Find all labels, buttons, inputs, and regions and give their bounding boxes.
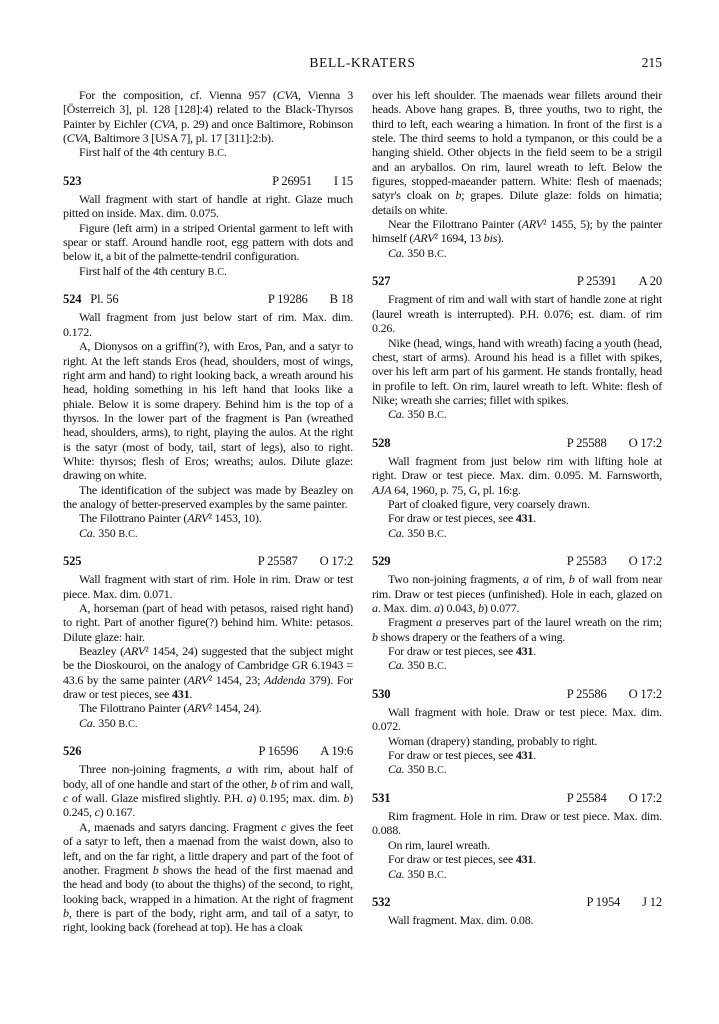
paragraph: Wall fragment with start of rim. Hole in rim. Draw or test piece. Max. dim. 0.071. <box>63 572 353 601</box>
entry-header-530 <box>372 687 662 701</box>
entry-inventory-number: P 16596 <box>258 744 299 759</box>
entry-grid-reference: O 17:2 <box>628 686 662 701</box>
paragraph: Wall fragment with start of handle at right. Glaze much pitted on inside. Max. dim. 0.075. <box>63 192 353 221</box>
paragraph: Ca. 350 B.C. <box>388 762 447 777</box>
entry-number: 531 <box>372 790 391 805</box>
entry-number: 525 <box>63 553 82 568</box>
paragraph: Ca. 350 B.C. <box>79 715 138 730</box>
paragraph: For draw or test pieces, see 431. <box>388 511 537 526</box>
paragraph: First half of the 4th century B.C. <box>79 145 227 160</box>
entry-number: 528 <box>372 435 391 450</box>
entry-inventory-number: P 1954 <box>586 894 621 909</box>
entry-number: 532 <box>372 894 391 909</box>
page-number: 215 <box>641 55 662 70</box>
entry-number: 530 <box>372 686 391 701</box>
paragraph: Ca. 350 B.C. <box>388 658 447 673</box>
paragraph: over his left shoulder. The maenads wear fillets around their heads. Above hang grapes. B, three youths, two to right, the third to left, each wearing a himation. In front of the first is a stele. The third seems to hold a tympanon, or this could be a hanging shield. Other objects in the field seem to be a strigil and an aryballos. On rim, laurel wreath to left. Below the figures, stopped-maeander pattern. White: flesh of maenads; satyr's cloak on b; grapes. Dilute glaze: folds on himatia; details on white. <box>372 88 662 217</box>
paragraph: The identification of the subject was made by Beazley on the analogy of better-preserved examples by the same painter. <box>63 482 353 511</box>
entry-header-523 <box>63 174 353 188</box>
entry-plate-ref: Pl. 56 <box>90 292 119 307</box>
entry-inventory-number: P 25587 <box>257 553 298 568</box>
paragraph: Ca. 350 B.C. <box>388 866 447 881</box>
page-title: BELL-KRATERS <box>309 55 416 70</box>
paragraph: Woman (drapery) standing, probably to right. <box>388 733 598 748</box>
paragraph: A, Dionysos on a griffin(?), with Eros, Pan, and a satyr to right. At the left stands Eros (head, shoulders, most of wings, right arm and hand) to right looking back, a wreath around his head, holding something in his left hand that looks like a phiale. Below it is some drapery. Behind him is the top of a thyrsos. In the lower part of the fragment is Pan (wreathed head, shoulders, arms), to right, playing the aulos. At the right is the satyr (most of body, tail, start of legs), also to right. White: thyrsos; flesh of Eros; wreaths; aulos. Dilute glaze: drawing on white. <box>63 339 353 483</box>
entry-number: 524 <box>63 292 82 307</box>
entry-header-532 <box>372 895 662 909</box>
entry-header-527 <box>372 274 662 288</box>
paragraph: Near the Filottrano Painter (ARV² 1455, 5); by the painter himself (ARV² 1694, 13 bis). <box>372 217 662 246</box>
paragraph: Nike (head, wings, hand with wreath) facing a youth (head, chest, start of arms). Around his head is a fillet with spikes, over his left arm part of his garment. He stands frontally, head in profile to left. On rim, laurel wreath to left. White: flesh of Nike; wreath she carries; fillet with spikes. <box>372 335 662 407</box>
column-right <box>372 88 662 935</box>
entry-number: 529 <box>372 553 391 568</box>
entry-header-524 <box>63 292 353 306</box>
entry-header-531 <box>372 791 662 805</box>
entry-grid-reference: B 18 <box>329 292 353 307</box>
paragraph: Fragment a preserves part of the laurel wreath on the rim; b shows drapery or the feathers of a wing. <box>372 615 662 644</box>
entry-grid-reference: A 20 <box>638 274 662 289</box>
paragraph: For draw or test pieces, see 431. <box>388 748 537 763</box>
paragraph: Ca. 350 B.C. <box>79 525 138 540</box>
entry-grid-reference: O 17:2 <box>628 435 662 450</box>
entry-inventory-number: P 26951 <box>272 173 312 188</box>
column-left <box>63 88 353 935</box>
entry-header-526 <box>63 744 353 758</box>
paragraph: Wall fragment with hole. Draw or test piece. Max. dim. 0.072. <box>372 705 662 734</box>
paragraph: The Filottrano Painter (ARV² 1454, 24). <box>79 701 262 716</box>
paragraph: Rim fragment. Hole in rim. Draw or test piece. Max. dim. 0.088. <box>372 809 662 838</box>
entry-grid-reference: J 12 <box>642 894 662 909</box>
paragraph: The Filottrano Painter (ARV² 1453, 10). <box>79 511 262 526</box>
entry-header-525 <box>63 554 353 568</box>
running-head <box>63 55 662 71</box>
entry-grid-reference: O 17:2 <box>628 553 662 568</box>
paragraph: Ca. 350 B.C. <box>388 245 447 260</box>
paragraph: A, horseman (part of head with petasos, raised right hand) to right. Part of another figure(?) behind him. White: petasos. Dilute glaze: hair. <box>63 601 353 644</box>
entry-number: 523 <box>63 173 82 188</box>
paragraph: For draw or test pieces, see 431. <box>388 852 537 867</box>
paragraph: Wall fragment from just below rim with lifting hole at right. Draw or test piece. Max. dim. 0.095. M. Farnsworth, AJA 64, 1960, p. 75, G, pl. 16:g. <box>372 453 662 497</box>
paragraph: A, maenads and satyrs dancing. Fragment c gives the feet of a satyr to left, then a maenad from the waist down, also to left, and on the far right, a little drapery and part of the foot of another. Fragment b shows the head of the first maenad and the head and body (to about the thighs) of the second, to right, looking back, wrapped in a himation. At the right of fragment b, there is part of the body, right arm, and tail of a satyr, to right, looking back (forehead at top). He has a cloak <box>63 819 353 935</box>
entry-inventory-number: P 25588 <box>566 435 607 450</box>
paragraph: Wall fragment from just below start of rim. Max. dim. 0.172. <box>63 310 353 339</box>
entry-header-528 <box>372 436 662 450</box>
paragraph: Figure (left arm) in a striped Oriental garment to left with spear or staff. Around handle root, egg pattern with dots and below it, a bit of the palmette-tendril configuration. <box>63 220 353 264</box>
entry-inventory-number: P 25583 <box>566 553 607 568</box>
entry-header-529 <box>372 554 662 568</box>
paragraph: For the composition, cf. Vienna 957 (CVA, Vienna 3 [Österreich 3], pl. 128 [128]:4) related to the Black-Thyrsos Painter by Eichler (CVA, p. 29) and once Baltimore, Robinson (CVA, Baltimore 3 [USA 7], pl. 17 [311]:2:b). <box>63 88 354 146</box>
paragraph: Ca. 350 B.C. <box>388 407 447 422</box>
text-columns <box>63 88 662 935</box>
entry-inventory-number: P 25584 <box>566 790 607 805</box>
paragraph: For draw or test pieces, see 431. <box>388 644 537 659</box>
entry-grid-reference: O 17:2 <box>628 790 662 805</box>
paragraph: Part of cloaked figure, very coarsely drawn. <box>388 496 590 511</box>
entry-number: 527 <box>372 274 391 289</box>
paragraph: First half of the 4th century B.C. <box>79 263 227 278</box>
entry-grid-reference: A 19:6 <box>320 744 353 759</box>
paragraph: Three non-joining fragments, a with rim, about half of body, all of one handle and start of the other, b of rim and wall, c of wall. Glaze misfired slightly. P.H. a) 0.195; max. dim. b) 0.245, c) 0.167. <box>63 762 354 820</box>
entry-number: 526 <box>63 744 82 759</box>
entry-inventory-number: P 25586 <box>566 686 607 701</box>
paragraph: Wall fragment. Max. dim. 0.08. <box>388 913 534 928</box>
paragraph: Fragment of rim and wall with start of handle zone at right (laurel wreath is interrupted). P.H. 0.076; est. diam. of rim 0.26. <box>372 292 662 336</box>
paragraph: On rim, laurel wreath. <box>388 837 490 852</box>
paragraph: Beazley (ARV² 1454, 24) suggested that the subject might be the Dioskouroi, on the analogy of Cambridge GR 6.1943 = 43.6 by the same painter (ARV² 1454, 23; Addenda 379). For draw or test pieces, see 431. <box>63 644 353 702</box>
entry-inventory-number: P 25391 <box>576 274 617 289</box>
entry-inventory-number: P 19286 <box>267 292 308 307</box>
entry-grid-reference: I 15 <box>333 173 353 188</box>
paragraph: Two non-joining fragments, a of rim, b of wall from near rim. Draw or test pieces (unfinished). Hole in each, glazed on a. Max. dim. a) 0.043, b) 0.077. <box>372 572 662 615</box>
paragraph: Ca. 350 B.C. <box>388 525 447 540</box>
entry-grid-reference: O 17:2 <box>319 553 353 568</box>
